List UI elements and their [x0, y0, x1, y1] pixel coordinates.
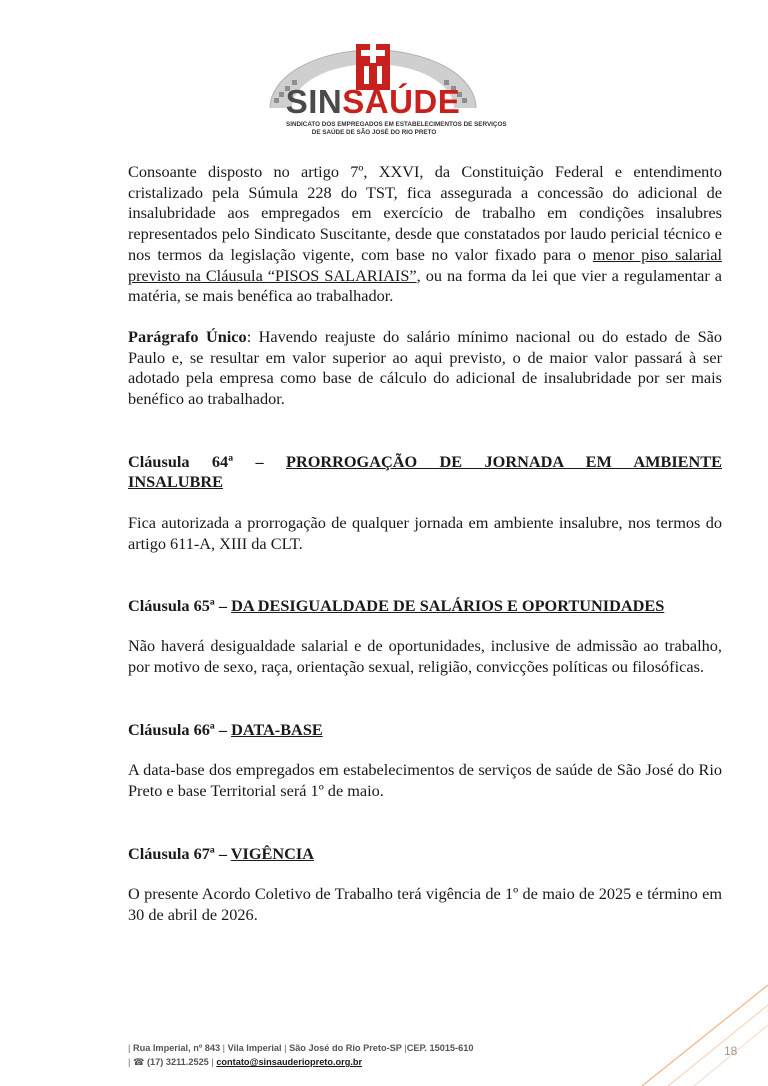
footer-cep: CEP. 15015-610 — [406, 1043, 474, 1053]
document-body — [128, 162, 722, 926]
footer-contact-line: | ☎ (17) 3211.2525 | contato@sinsauderiopreto.org.br — [128, 1057, 363, 1067]
clause-65-heading — [128, 596, 722, 617]
intro-underlined-reference: menor piso salarial previsto na Cláusula “PISOS SALARIAIS” — [128, 244, 722, 285]
clause-65-number: Cláusula 65ª – — [128, 595, 227, 615]
clause-65-text: Não haverá desigualdade salarial e de oportunidades, inclusive de admissão ao trabalho, por motivo de sexo, raça, orientação sexual, religião, convicções políticas ou filosóficas. — [128, 636, 722, 676]
footer-neighborhood: Vila Imperial — [227, 1043, 282, 1053]
phone-icon: ☎ — [132, 1057, 145, 1067]
clause-64-number: Cláusula 64ª – — [128, 451, 264, 471]
logo-wordmark-sin: SIN — [285, 83, 343, 120]
sole-paragraph — [128, 327, 722, 410]
clause-66-text: A data-base dos empregados em estabelecimentos de serviços de saúde de São José do Rio Preto e base Territorial será 1º de maio. — [128, 760, 722, 801]
clause-67-text: O presente Acordo Coletivo de Trabalho terá vigência de 1º de maio de 2025 e término em 30 de abril de 2026. — [128, 884, 722, 925]
page-footer — [128, 1041, 548, 1069]
clause-66-title: DATA-BASE — [231, 719, 323, 739]
footer-address-line: | Rua Imperial, nº 843 | Vila Imperial | São José do Rio Preto-SP |CEP. 15015-610 — [128, 1043, 474, 1053]
intro-text-start: Consoante disposto no artigo 7º, XXVI, da Constituição Federal e entendimento cristalizado pela Súmula 228 do TST, fica assegurada a concessão do adicional de insalubridade aos empregados em exercício de trabalho em condições insalubres representados pelo Sindicato Suscitante, desde que constatados por laudo pericial técnico e nos termos da legislação vigente, com base no valor fixado para o — [128, 162, 722, 264]
logo-wordmark-saude: SAÚDE — [342, 83, 461, 120]
intro-paragraph — [128, 162, 722, 307]
logo-subtitle-line1: SINDICATO DOS EMPREGADOS EM ESTABELECIMENTOS DE SERVIÇOS — [286, 121, 507, 128]
clause-64-heading — [128, 452, 722, 493]
intro-text-end: , ou na forma da lei que vier a regulamentar a matéria, se mais benéfica ao trabalhador. — [128, 265, 723, 306]
clause-64-text: Fica autorizada a prorrogação de qualquer jornada em ambiente insalubre, nos termos do artigo 611-A, XIII da CLT. — [128, 513, 722, 553]
clause-64-title-line2: INSALUBRE — [128, 472, 224, 492]
clause-67-heading — [128, 844, 722, 865]
clause-65-title: DA DESIGUALDADE DE SALÁRIOS E OPORTUNIDADES — [231, 595, 665, 615]
footer-address: Rua Imperial, nº 843 — [132, 1043, 221, 1053]
footer-phone: (17) 3211.2525 — [146, 1057, 209, 1067]
logo-subtitle-line2: DE SAÚDE DE SÃO JOSÉ DO RIO PRETO — [311, 129, 437, 136]
clause-67-title: VIGÊNCIA — [230, 843, 314, 863]
clause-67-number: Cláusula 67ª – — [128, 843, 227, 863]
footer-city: São José do Rio Preto-SP — [289, 1043, 402, 1053]
footer-email-link[interactable]: contato@sinsauderiopreto.org.br — [216, 1057, 363, 1067]
clause-64-title-line1: PRORROGAÇÃO DE JORNADA EM AMBIENTE — [286, 451, 722, 471]
logo-wordmark — [258, 84, 488, 120]
page-number: 18 — [724, 1044, 738, 1058]
clause-66-number: Cláusula 66ª – — [128, 719, 227, 739]
sole-paragraph-text: : Havendo reajuste do salário mínimo nacional ou do estado de São Paulo e, se resultar em valor superior ao aqui previsto, o de maior valor passará à ser adotado pela empresa como base de cálculo do adicional de insalubridade por ser mais benéfico ao trabalhador. — [128, 326, 723, 409]
sole-paragraph-label: Parágrafo Único — [128, 326, 247, 346]
clause-66-heading — [128, 720, 722, 741]
sinsaude-logo — [258, 28, 507, 136]
